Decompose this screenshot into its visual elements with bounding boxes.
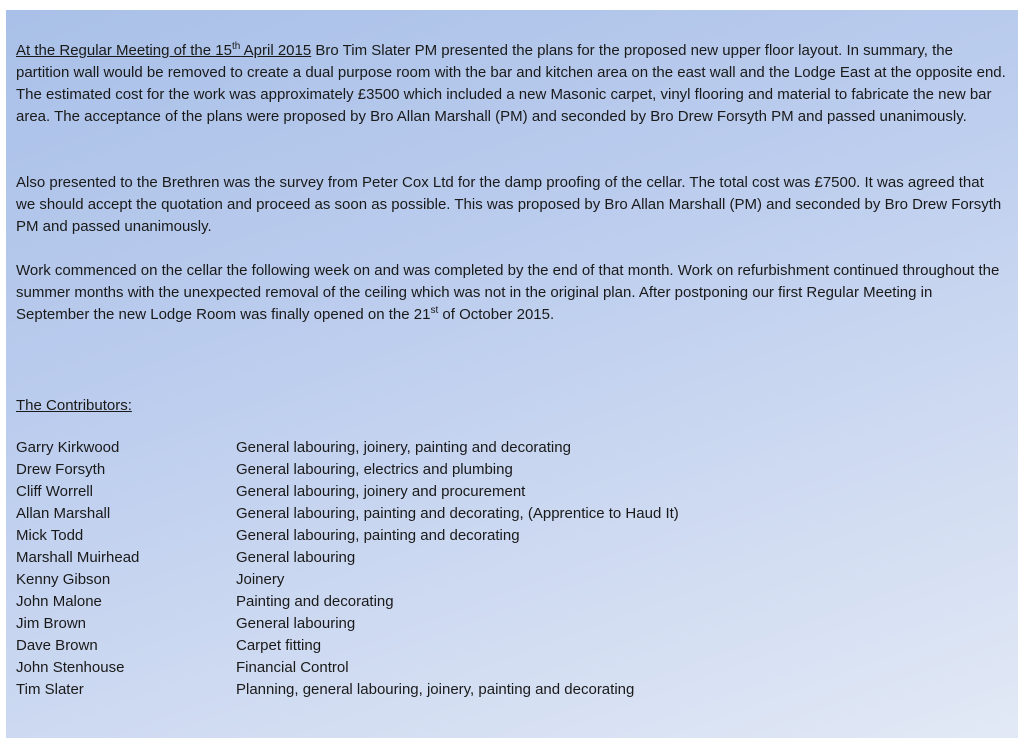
- work-commenced-sup: st: [430, 305, 439, 316]
- contributor-name: Dave Brown: [16, 637, 98, 654]
- contributors-list: [16, 437, 1006, 701]
- contributor-role: General labouring, electrics and plumbing: [236, 461, 513, 478]
- contributor-row: [16, 437, 1006, 459]
- contributor-role: General labouring, joinery, painting and decorating: [236, 439, 571, 456]
- meeting-date-sup: th: [231, 41, 241, 52]
- paragraph-meeting-plans-body: Bro Tim Slater PM presented the plans for the proposed new upper floor layout. In summary, the partition wall would be removed to create a dual purpose room with the bar and kitchen area on the east wall and the Lodge East at the opposite end. The estimated cost for the work was approximately £3500 which included a new Masonic carpet, vinyl flooring and material to fabricate the new bar area. The acceptance of the plans were proposed by Bro Allan Marshall (PM) and seconded by Bro Drew Forsyth PM and passed unanimously.: [16, 42, 1006, 125]
- contributor-row: [16, 525, 1006, 547]
- contributor-row: [16, 635, 1006, 657]
- document-page: [6, 10, 1018, 738]
- contributor-name: Garry Kirkwood: [16, 439, 120, 456]
- contributors-heading: The Contributors:: [16, 397, 132, 414]
- contributor-name: Allan Marshall: [16, 505, 111, 522]
- contributor-row: [16, 613, 1006, 635]
- contributor-name: Cliff Worrell: [16, 483, 93, 500]
- contributor-name: Kenny Gibson: [16, 571, 111, 588]
- contributor-role: General labouring: [236, 549, 356, 566]
- contributor-name: John Malone: [16, 593, 102, 610]
- contributor-row: [16, 503, 1006, 525]
- contributor-role: General labouring, joinery and procurement: [236, 483, 526, 500]
- contributor-row: [16, 657, 1006, 679]
- contributor-name: Marshall Muirhead: [16, 549, 140, 566]
- contributor-row: [16, 547, 1006, 569]
- meeting-date-year: April 2015: [240, 42, 312, 59]
- contributor-row: [16, 481, 1006, 503]
- contributor-row: [16, 459, 1006, 481]
- contributor-role: General labouring, painting and decorating: [236, 527, 520, 544]
- contributor-role: Financial Control: [236, 659, 349, 676]
- contributor-role: Painting and decorating: [236, 593, 394, 610]
- contributor-row: [16, 569, 1006, 591]
- contributor-role: Planning, general labouring, joinery, painting and decorating: [236, 681, 635, 698]
- paragraph-work-commenced: [16, 260, 1006, 326]
- meeting-date-text: At the Regular Meeting of the 15: [16, 42, 232, 59]
- contributor-name: John Stenhouse: [16, 659, 125, 676]
- meeting-date-underlined: [16, 42, 311, 59]
- contributor-role: General labouring: [236, 615, 356, 632]
- contributor-role: General labouring, painting and decorating, (Apprentice to Haud It): [236, 505, 679, 522]
- contributor-role: Joinery: [236, 571, 285, 588]
- work-commenced-end: of October 2015.: [438, 306, 555, 323]
- contributor-role: Carpet fitting: [236, 637, 322, 654]
- paragraph-meeting-plans: [16, 40, 1006, 128]
- contributor-name: Drew Forsyth: [16, 461, 106, 478]
- contributor-name: Tim Slater: [16, 681, 84, 698]
- contributor-name: Jim Brown: [16, 615, 87, 632]
- contributor-row: [16, 679, 1006, 701]
- contributor-row: [16, 591, 1006, 613]
- contributor-name: Mick Todd: [16, 527, 84, 544]
- paragraph-damp-survey: Also presented to the Brethren was the survey from Peter Cox Ltd for the damp proofing of the cellar. The total cost was £7500. It was agreed that we should accept the quotation and proceed as soon as possible. This was proposed by Bro Allan Marshall (PM) and seconded by Bro Drew Forsyth PM and passed unanimously.: [16, 174, 1002, 235]
- work-commenced-text: Work commenced on the cellar the following week on and was completed by the end of that month. Work on refurbishment continued throughout the summer months with the unexpected removal of the ceiling which was not in the original plan. After postponing our first Regular Meeting in September the new Lodge Room was finally opened on the 21: [16, 262, 1000, 323]
